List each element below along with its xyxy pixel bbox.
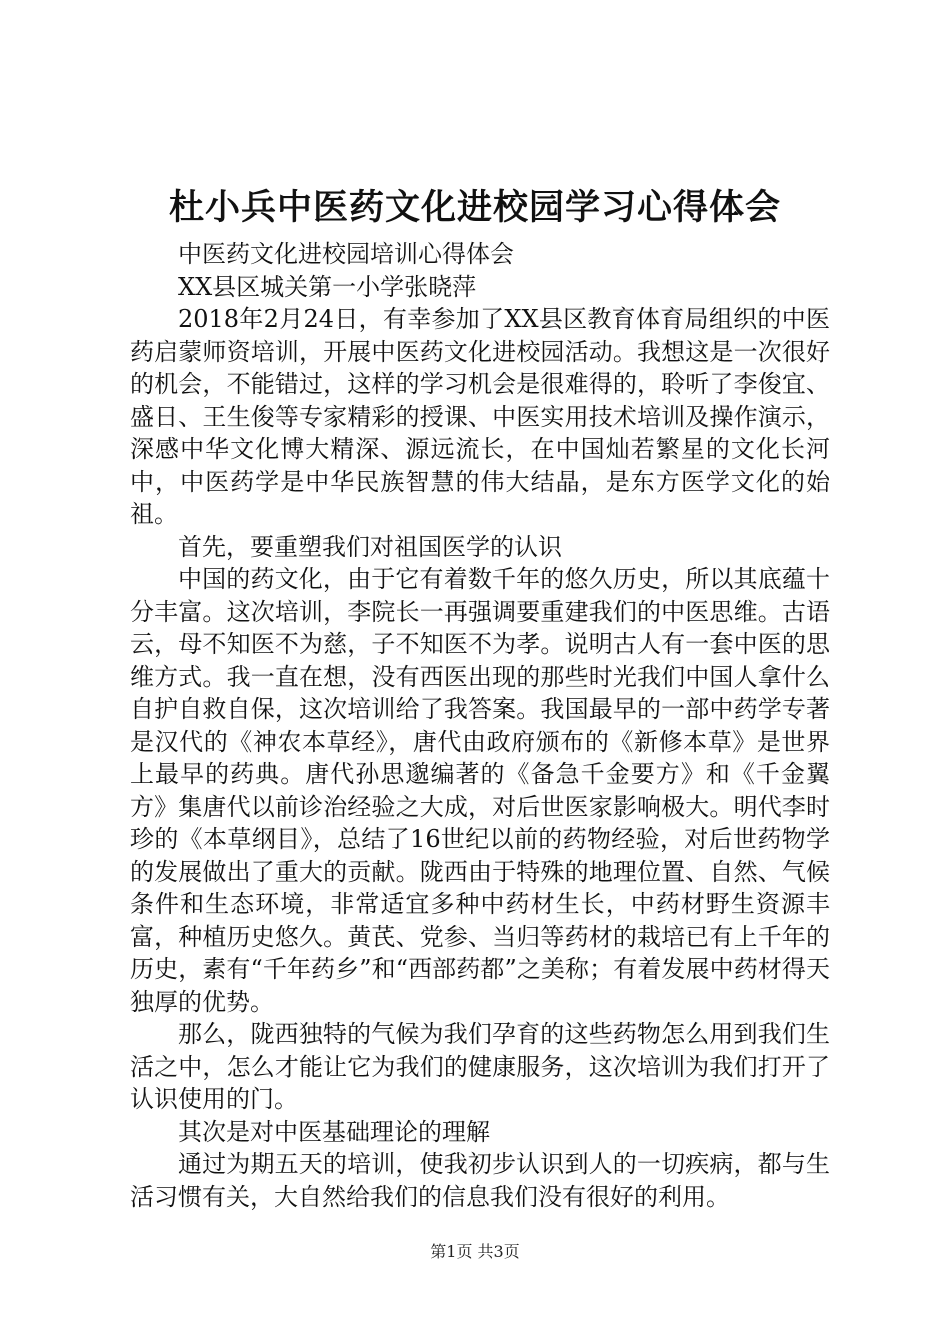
- paragraph-subtitle: 中医药文化进校园培训心得体会: [178, 240, 514, 268]
- paragraph-author: XX县区城关第一小学张晓萍: [178, 272, 477, 301]
- page-number: 第1页 共3页: [430, 1242, 520, 1261]
- document-title: 杜小兵中医药文化进校园学习心得体会: [168, 188, 781, 228]
- paragraph: 那么，陇西独特的气候为我们孕育的这些药物怎么用到我们生活之中，怎么才能让它为我们的健康服务，这次培训为我们打开了认识使用的门。: [130, 1020, 830, 1113]
- section-heading: 首先，要重塑我们对祖国医学的认识: [178, 532, 562, 561]
- document-body: [130, 238, 830, 1213]
- paragraph: 通过为期五天的培训，使我初步认识到人的一切疾病，都与生活习惯有关，大自然给我们的信息我们没有很好的利用。: [130, 1150, 830, 1211]
- paragraph: 2018年2月24日，有幸参加了XX县区教育体育局组织的中医药启蒙师资培训，开展中医药文化进校园活动。我想这是一次很好的机会，不能错过，这样的学习机会是很难得的，聆听了李俊宜、盛日、王生俊等专家精彩的授课、中医实用技术培训及操作演示，深感中华文化博大精深、源远流长，在中国灿若繁星的文化长河中，中医药学是中华民族智慧的伟大结晶，是东方医学文化的始祖。: [130, 305, 830, 528]
- paragraph: 中国的药文化，由于它有着数千年的悠久历史，所以其底蕴十分丰富。这次培训，李院长一再强调要重建我们的中医思维。古语云，母不知医不为慈，子不知医不为孝。说明古人有一套中医的思维方式。我一直在想，没有西医出现的那些时光我们中国人拿什么自护自救自保，这次培训给了我答案。我国最早的一部中药学专著是汉代的《神农本草经》，唐代由政府颁布的《新修本草》是世界上最早的药典。唐代孙思邈编著的《备急千金要方》和《千金翼方》集唐代以前诊治经验之大成，对后世医家影响极大。明代李时珍的《本草纲目》，总结了16世纪以前的药物经验，对后世药物学的发展做出了重大的贡献。陇西由于特殊的地理位置、自然、气候条件和生态环境，非常适宜多种中药材生长，中药材野生资源丰富，种植历史悠久。黄芪、党参、当归等药材的栽培已有上千年的历史，素有“千年药乡”和“西部药都”之美称；有着发展中药材得天独厚的优势。: [130, 565, 830, 1016]
- section-heading: 其次是对中医基础理论的理解: [178, 1117, 490, 1146]
